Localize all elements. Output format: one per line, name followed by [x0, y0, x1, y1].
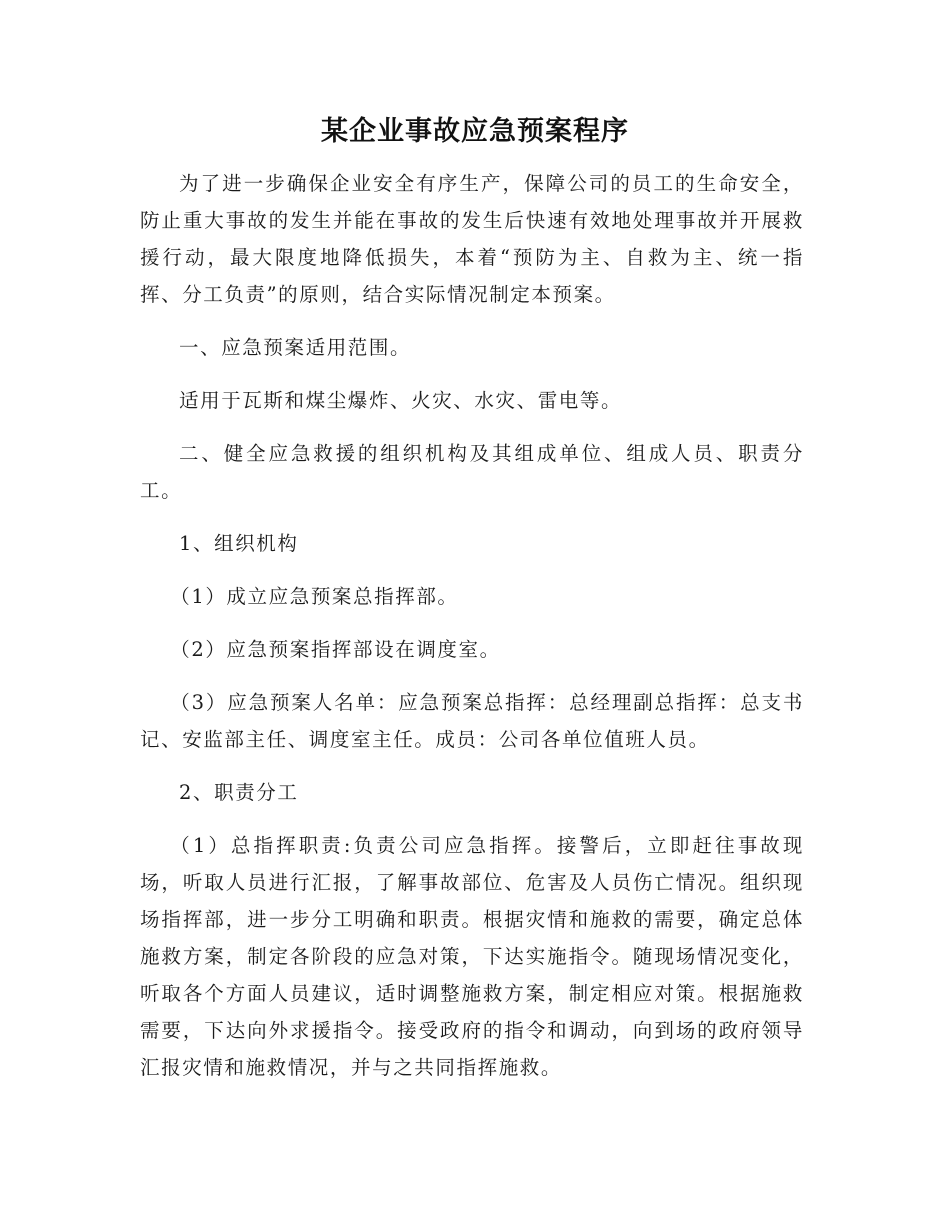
section-heading-organization: 二、健全应急救援的组织机构及其组成单位、组成人员、职责分工。 — [140, 442, 804, 502]
list-item-location: （2）应急预案指挥部设在调度室。 — [170, 638, 501, 661]
subsection-heading-structure: 1、组织机构 — [179, 532, 299, 555]
list-item-headquarters: （1）成立应急预案总指挥部。 — [170, 585, 459, 608]
list-item-personnel: （3）应急预案人名单：应急预案总指挥：总经理副总指挥：总支书记、安监部主任、调度室主任。成员：公司各单位值班人员。 — [140, 691, 804, 751]
scope-paragraph: 适用于瓦斯和煤尘爆炸、火灾、水灾、雷电等。 — [179, 389, 623, 412]
subsection-heading-duties: 2、职责分工 — [179, 781, 299, 804]
document-body — [140, 165, 804, 1102]
list-item-commander-duties: （1）总指挥职责:负责公司应急指挥。接警后，立即赶往事故现场，听取人员进行汇报，了解事故部位、危害及人员伤亡情况。组织现场指挥部，进一步分工明确和职责。根据灾情和施救的需要，确定总体施救方案，制定各阶段的应急对策，下达实施指令。随现场情况变化，听取各个方面人员建议，适时调整施救方案，制定相应对策。根据施救需要，下达向外求援指令。接受政府的指令和调动，向到场的政府领导汇报灾情和施救情况，并与之共同指挥施救。 — [140, 834, 804, 1079]
section-heading-scope: 一、应急预案适用范围。 — [179, 336, 412, 359]
document-title: 某企业事故应急预案程序 — [321, 116, 629, 147]
intro-paragraph: 为了进一步确保企业安全有序生产，保障公司的员工的生命安全，防止重大事故的发生并能在事故的发生后快速有效地处理事故并开展救援行动，最大限度地降低损失，本着“预防为主、自救为主、统一指挥、分工负责”的原则，结合实际情况制定本预案。 — [140, 172, 804, 306]
